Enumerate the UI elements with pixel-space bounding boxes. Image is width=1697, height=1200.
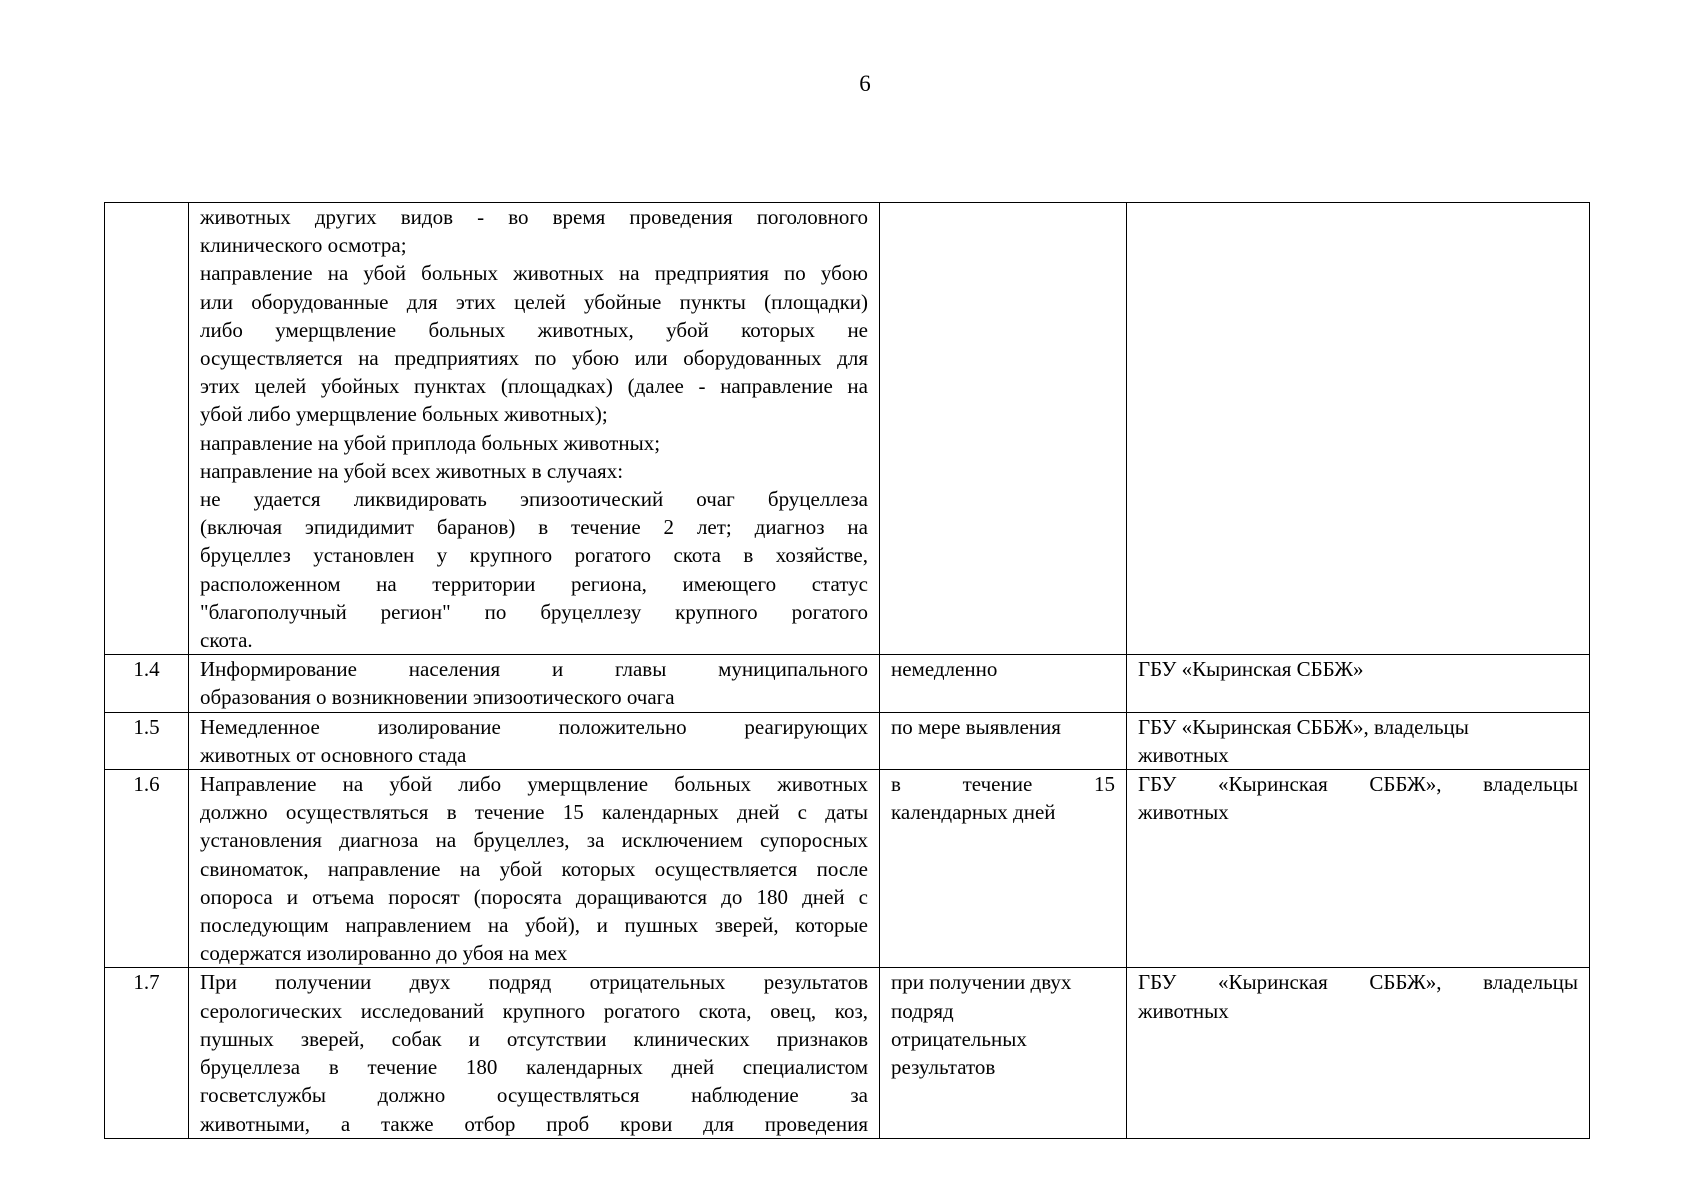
table-row xyxy=(105,203,1590,655)
action-cell-line: осуществляется на предприятиях по убою или оборудованных для xyxy=(200,346,868,371)
action-cell-line: животных от основного стада xyxy=(200,742,467,767)
action-cell-line: скота. xyxy=(200,628,253,653)
responsible-cell xyxy=(1127,968,1590,1138)
action-cell-line: образования о возникновении эпизоотического очага xyxy=(200,685,675,710)
row-number-cell: 1.4 xyxy=(105,655,189,712)
row-number-cell: 1.7 xyxy=(105,968,189,1138)
action-cell-line: этих целей убойных пунктах (площадках) (далее - направление на xyxy=(200,374,868,399)
action-cell-line: Направление на убой либо умерщвление больных животных xyxy=(200,772,868,797)
table-row xyxy=(105,712,1590,769)
responsible-cell-line: животных xyxy=(1138,998,1229,1023)
term-cell xyxy=(880,712,1127,769)
responsible-cell-line: животных xyxy=(1138,742,1229,767)
term-cell-line: в течение 15 xyxy=(891,772,1115,797)
action-cell xyxy=(189,712,880,769)
row-number-cell: 1.6 xyxy=(105,770,189,968)
action-cell xyxy=(189,968,880,1138)
responsible-cell-line: ГБУ «Кыринская СББЖ» xyxy=(1138,657,1364,682)
responsible-cell xyxy=(1127,770,1590,968)
action-cell xyxy=(189,203,880,655)
row-number-cell: 1.5 xyxy=(105,712,189,769)
responsible-cell xyxy=(1127,203,1590,655)
action-cell-line: Информирование населения и главы муниципального xyxy=(200,657,868,682)
table-row xyxy=(105,655,1590,712)
action-cell-line: свиноматок, направление на убой которых осуществляется после xyxy=(200,856,868,881)
term-cell-line: при получении двух xyxy=(891,970,1072,995)
responsible-cell-line: животных xyxy=(1138,800,1229,825)
measures-table-body xyxy=(105,203,1590,1139)
action-cell-line: пушных зверей, собак и отсутствии клинических признаков xyxy=(200,1026,868,1051)
action-cell-line: Немедленное изолирование положительно реагирующих xyxy=(200,714,868,739)
table-row xyxy=(105,770,1590,968)
action-cell-line: должно осуществляться в течение 15 календарных дней с даты xyxy=(200,800,868,825)
term-cell-line: немедленно xyxy=(891,657,998,682)
action-cell-line: бруцеллез установлен у крупного рогатого скота в хозяйстве, xyxy=(200,543,868,568)
action-cell-line: или оборудованные для этих целей убойные пункты (площадки) xyxy=(200,289,868,314)
table-row xyxy=(105,968,1590,1138)
term-cell xyxy=(880,770,1127,968)
responsible-cell-line: ГБУ «Кыринская СББЖ», владельцы xyxy=(1138,772,1578,797)
action-cell-line: не удается ликвидировать эпизоотический очаг бруцеллеза xyxy=(200,487,868,512)
responsible-cell xyxy=(1127,655,1590,712)
action-cell-line: При получении двух подряд отрицательных результатов xyxy=(200,970,868,995)
action-cell-line: клинического осмотра; xyxy=(200,233,407,258)
responsible-cell-line: ГБУ «Кыринская СББЖ», владельцы xyxy=(1138,970,1578,995)
action-cell-line: "благополучный регион" по бруцеллезу крупного рогатого xyxy=(200,599,868,624)
row-number-cell xyxy=(105,203,189,655)
term-cell-line: по мере выявления xyxy=(891,714,1061,739)
action-cell-line: направление на убой больных животных на предприятия по убою xyxy=(200,261,868,286)
measures-table xyxy=(104,202,1590,1139)
action-cell-line: расположенном на территории региона, имеющего статус xyxy=(200,571,868,596)
action-cell-line: животных других видов - во время проведения поголовного xyxy=(200,205,868,229)
responsible-cell-line: ГБУ «Кыринская СББЖ», владельцы xyxy=(1138,714,1469,739)
action-cell-line: животными, а также отбор проб крови для проведения xyxy=(200,1111,868,1136)
page-number: 6 xyxy=(859,71,871,96)
term-cell-line: результатов xyxy=(891,1055,996,1080)
action-cell-line: либо умерщвление больных животных, убой которых не xyxy=(200,317,868,342)
term-cell-line: отрицательных xyxy=(891,1026,1027,1051)
action-cell-line: содержатся изолированно до убоя на мех xyxy=(200,941,568,966)
action-cell-line: установления диагноза на бруцеллез, за исключением супоросных xyxy=(200,828,868,853)
responsible-cell xyxy=(1127,712,1590,769)
term-cell xyxy=(880,968,1127,1138)
action-cell-line: направление на убой приплода больных животных; xyxy=(200,430,661,455)
term-cell-line: календарных дней xyxy=(891,800,1056,825)
action-cell-line: серологических исследований крупного рогатого скота, овец, коз, xyxy=(200,998,868,1023)
action-cell-line: (включая эпидидимит баранов) в течение 2 лет; диагноз на xyxy=(200,515,868,540)
action-cell-line: бруцеллеза в течение 180 календарных дней специалистом xyxy=(200,1055,868,1080)
term-cell-line: подряд xyxy=(891,998,954,1023)
action-cell xyxy=(189,770,880,968)
action-cell xyxy=(189,655,880,712)
action-cell-line: госветслужбы должно осуществляться наблюдение за xyxy=(200,1083,868,1108)
action-cell-line: последующим направлением на убой), и пушных зверей, которые xyxy=(200,913,868,938)
action-cell-line: убой либо умерщвление больных животных); xyxy=(200,402,608,427)
term-cell xyxy=(880,203,1127,655)
action-cell-line: опороса и отъема поросят (поросята доращиваются до 180 дней с xyxy=(200,884,868,909)
action-cell-line: направление на убой всех животных в случаях: xyxy=(200,458,624,483)
term-cell xyxy=(880,655,1127,712)
